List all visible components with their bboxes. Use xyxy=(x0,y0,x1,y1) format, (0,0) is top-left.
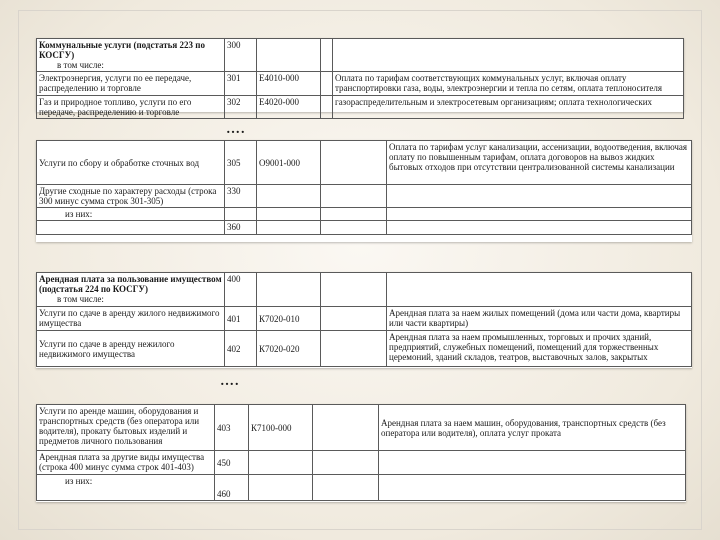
line-code: 305 xyxy=(225,141,257,185)
row-description: газораспределительным и электросетевым организациям; оплата технологических xyxy=(333,96,684,119)
row-title: Арендная плата за другие виды имущества (строка 400 минус сумма строк 401-403) xyxy=(37,451,215,475)
row-title: Арендная плата за пользование имуществом (подстатья 224 по КОСГУ) xyxy=(39,274,222,294)
row-title: из них: xyxy=(65,209,93,219)
line-code: 400 xyxy=(225,273,257,307)
table-slice-sewage xyxy=(36,140,692,242)
line-code: 302 xyxy=(225,96,257,119)
line-code: 460 xyxy=(215,475,249,501)
table-row xyxy=(37,451,686,475)
omission-marker: …. xyxy=(226,122,246,137)
table-row xyxy=(37,221,692,235)
table-row xyxy=(37,72,684,96)
table-slice-equipment-rent xyxy=(36,404,686,502)
line-code: 301 xyxy=(225,72,257,96)
table-row xyxy=(37,475,686,501)
frame-line-top xyxy=(18,10,702,11)
table-row xyxy=(37,185,692,208)
line-code: 300 xyxy=(225,39,257,72)
row-title: Услуги по сдаче в аренду жилого недвижимого имущества xyxy=(37,307,225,331)
table-row xyxy=(37,208,692,221)
row-title: Услуги по аренде машин, оборудования и транспортных средств (без оператора или водителя), прокату бытовых изделий и предметов личного пользования xyxy=(37,405,215,451)
row-title: Газ и природное топливо, услуги по его передаче, распределению и торговле xyxy=(37,96,225,119)
row-description: Арендная плата за наем промышленных, торговых и прочих зданий, предприятий, служебных помещений, помещений для торжественных церемоний, зданий складов, театров, выставочных залов, закрытых xyxy=(387,331,692,367)
row-title: из них: xyxy=(65,476,93,486)
product-code: К7100-000 xyxy=(249,405,313,451)
row-description: Арендная плата за наем жилых помещений (дома или части дома, квартиры или части квартиры) xyxy=(387,307,692,331)
row-title: Электроэнергия, услуги по ее передаче, распределению и торговле xyxy=(37,72,225,96)
row-subtitle: в том числе: xyxy=(57,60,104,70)
line-code: 360 xyxy=(225,221,257,235)
line-code: 402 xyxy=(225,331,257,367)
product-code: Е4020-000 xyxy=(257,96,321,119)
table-row xyxy=(37,96,684,119)
table-row xyxy=(37,331,692,367)
line-code: 403 xyxy=(215,405,249,451)
table-row xyxy=(37,39,684,72)
table-slice-rent xyxy=(36,272,692,368)
table-row xyxy=(37,307,692,331)
row-subtitle: в том числе: xyxy=(57,294,104,304)
line-code: 450 xyxy=(215,451,249,475)
table-slice-communal xyxy=(36,38,684,117)
row-description: Оплата по тарифам услуг канализации, ассенизации, водоотведения, включая оплату по повышенным тарифам, оплата договоров на вывоз жидких бытовых отходов при отсутствии централизованной системы канализации xyxy=(387,141,692,185)
product-code: Е4010-000 xyxy=(257,72,321,96)
row-title: Услуги по сдаче в аренду нежилого недвижимого имущества xyxy=(37,331,225,367)
line-code: 330 xyxy=(225,185,257,208)
product-code: О9001-000 xyxy=(257,141,321,185)
omission-marker: …. xyxy=(220,374,240,389)
table-row xyxy=(37,273,692,307)
row-title: Коммунальные услуги (подстатья 223 по КОСГУ) xyxy=(39,40,205,60)
frame-line-bottom xyxy=(18,529,702,530)
product-code: К7020-020 xyxy=(257,331,321,367)
product-code: К7020-010 xyxy=(257,307,321,331)
row-description: Арендная плата за наем машин, оборудования, транспортных средств (без оператора или водителя), оплата услуг проката xyxy=(379,405,686,451)
row-title: Другие сходные по характеру расходы (строка 300 минус сумма строк 301-305) xyxy=(37,185,225,208)
table-row xyxy=(37,405,686,451)
row-title: Услуги по сбору и обработке сточных вод xyxy=(37,141,225,185)
line-code: 401 xyxy=(225,307,257,331)
table-row xyxy=(37,141,692,185)
row-description: Оплата по тарифам соответствующих коммунальных услуг, включая оплату транспортировки газа, воды, электроэнергии и тепла по сетям, оплата теплоносителя xyxy=(333,72,684,96)
frame-line-left xyxy=(18,10,19,530)
frame-line-right xyxy=(701,10,702,530)
